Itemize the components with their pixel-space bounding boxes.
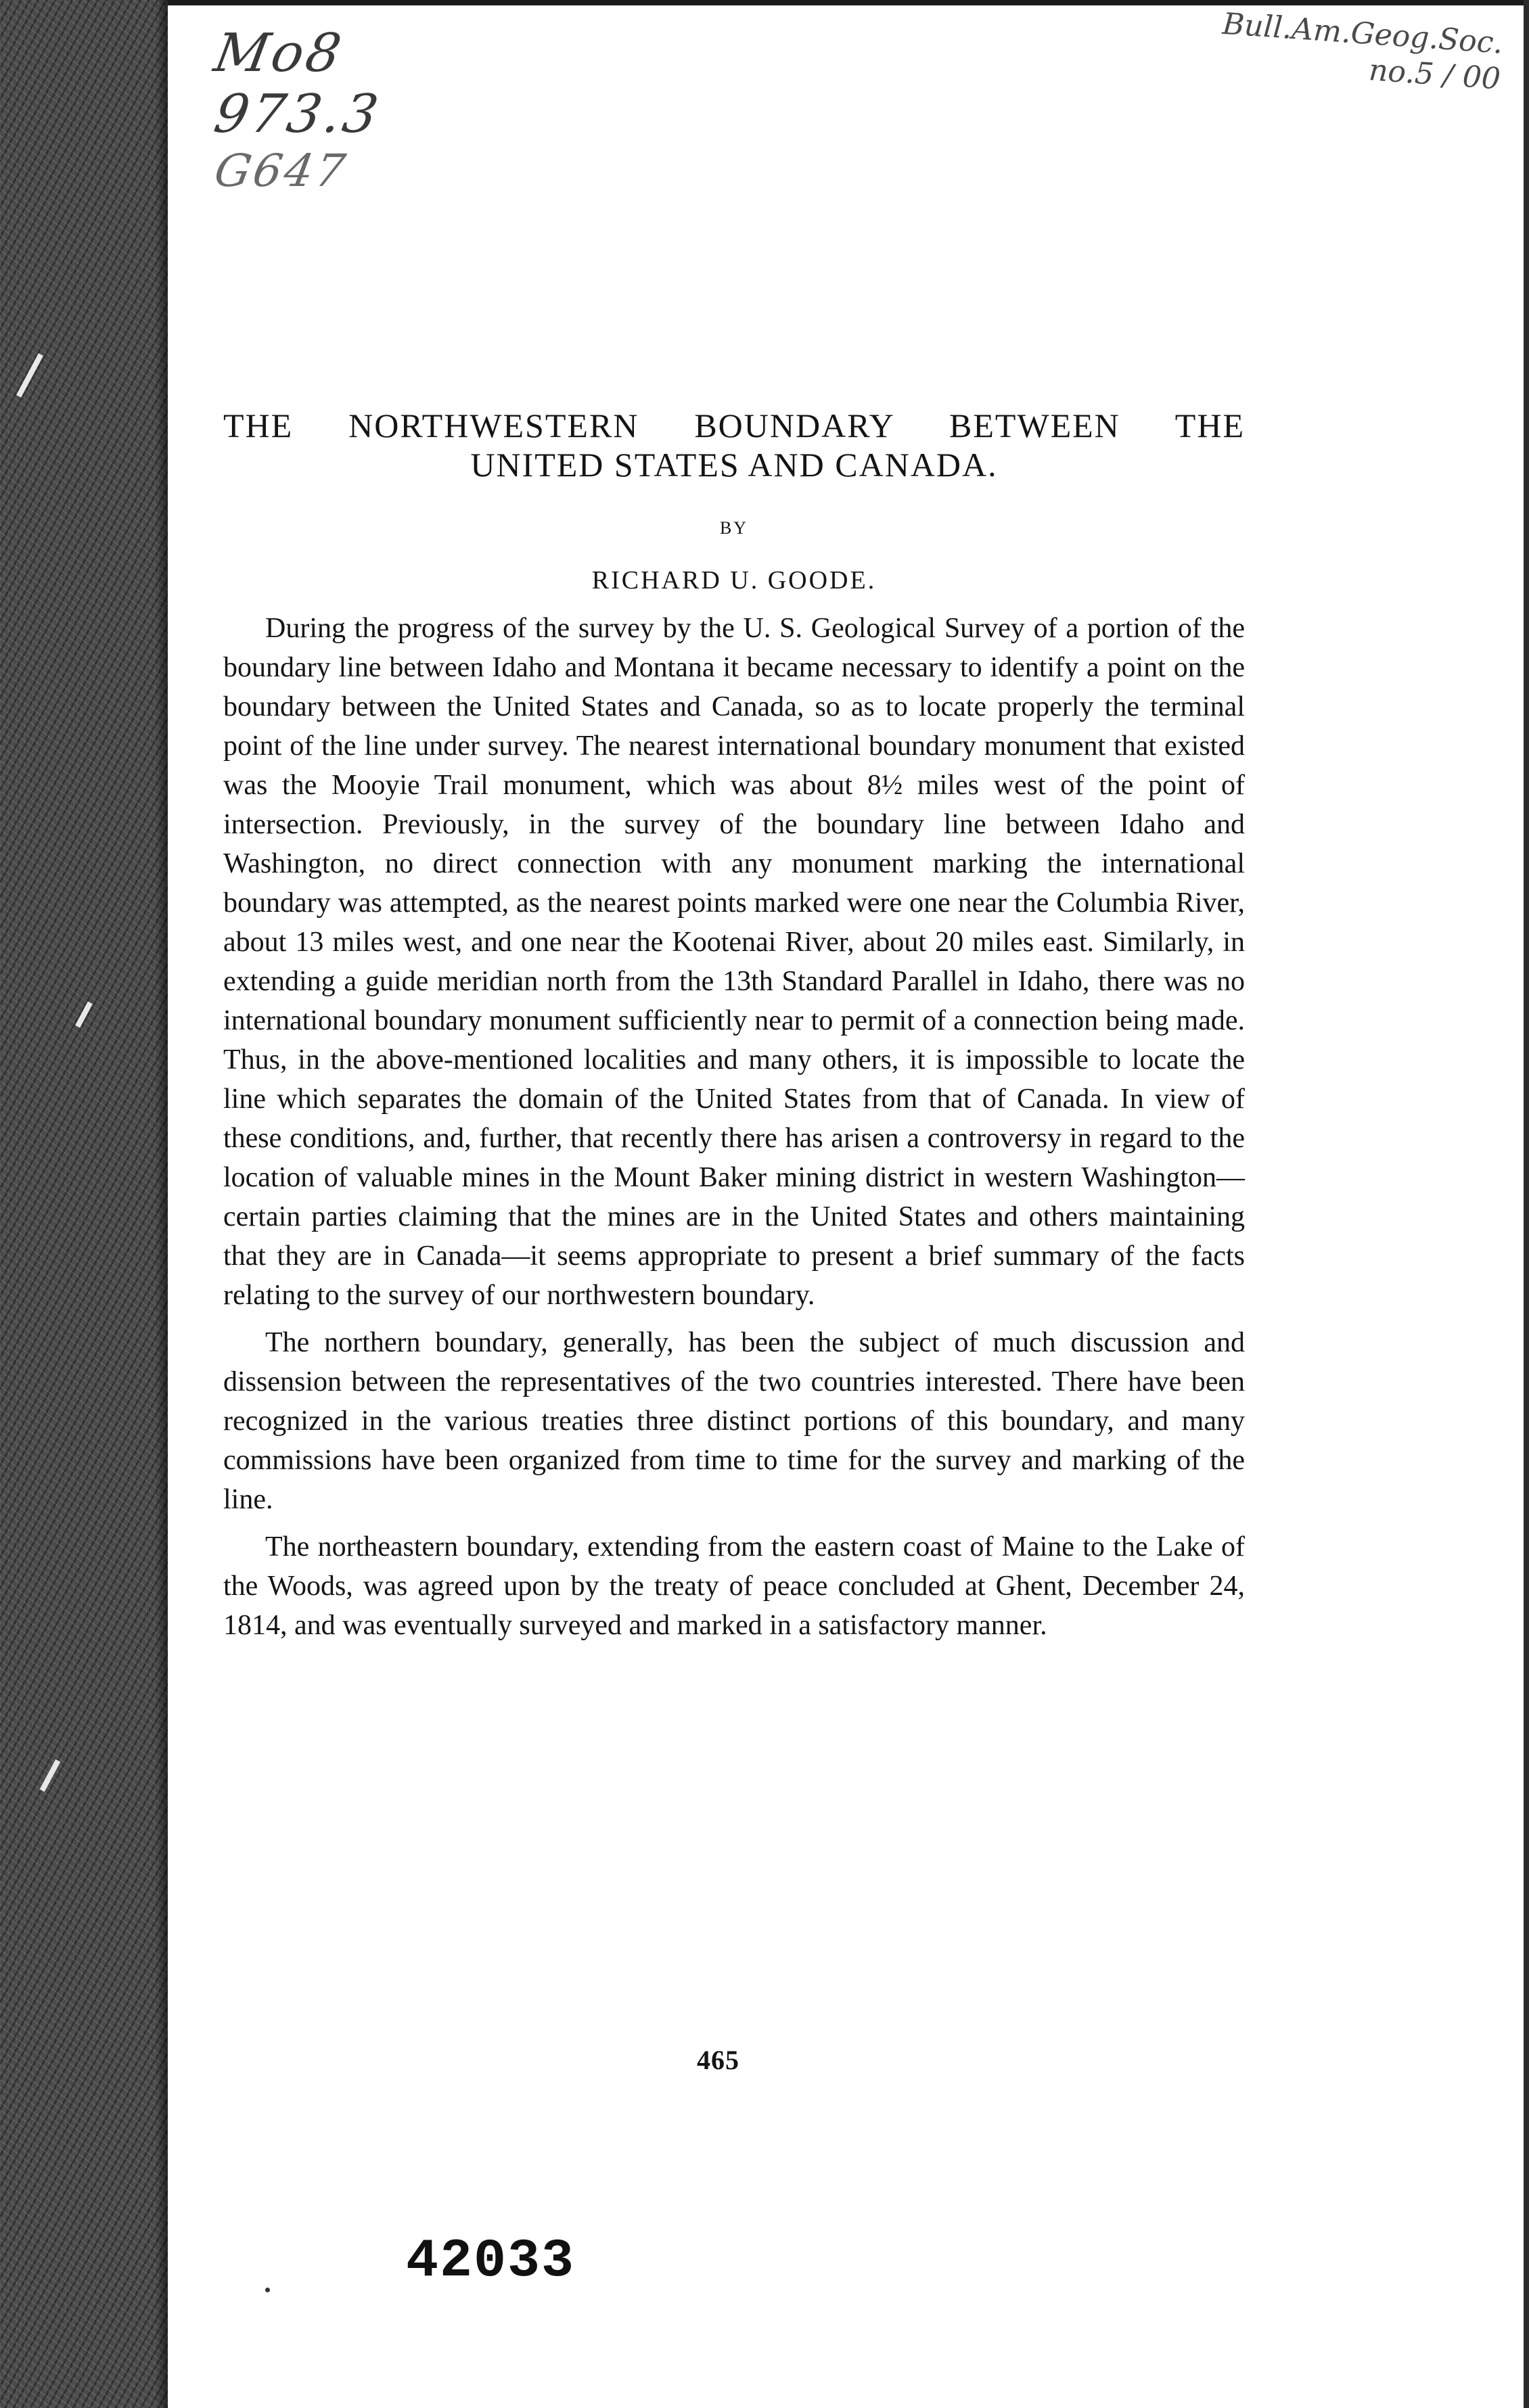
handwritten-citation-note <box>1216 6 1504 97</box>
page-number: 465 <box>697 2045 739 2075</box>
author-name: RICHARD U. GOODE. <box>591 566 877 595</box>
accession-stamp: 42033 <box>406 2231 576 2292</box>
body-paragraph: The northern boundary, generally, has been the subject of much discussion and dissension between the representatives of the two countries interested. There have been recognized in the various treaties three distinct portions of this boundary, and many commissions have been organized from time to time for the survey and marking of the line. <box>223 1327 1245 1515</box>
body-paragraph: The northeastern boundary, extending from the eastern coast of Maine to the Lake of the Woods, was agreed upon by the treaty of peace concluded at Ghent, December 24, 1814, and was eventually surveyed and marked in a satisfactory manner. <box>223 1531 1245 1641</box>
call-number-line: Mo8 <box>210 23 348 84</box>
body-paragraph: During the progress of the survey by the U. S. Geological Survey of a portion of the boundary line between Idaho and Montana it became necessary to identify a point on the boundary between the United States and Canada, so as to locate properly the terminal point of the line under survey. The nearest international boundary monument that existed was the Mooyie Trail monument, which was about 8½ miles west of the point of intersection. Previously, in the survey of the boundary line between Idaho and Washington, no direct connection with any monument marking the international boundary was attempted, as the nearest points marked were one near the Columbia River, about 13 miles west, and one near the Kootenai River, about 20 miles east. Similarly, in extending a guide meridian north from the 13th Standard Parallel in Idaho, there was no international boundary monument sufficiently near to permit of a connection being made. Thus, in the above-mentioned localities and many others, it is impossible to locate the line which separates the domain of the United States from that of Canada. In view of these conditions, and, further, that recently there has arisen a controversy in regard to the location of valuable mines in the Mount Baker mining district in western Washington—certain parties claiming that the mines are in the United States and others maintaining that they are in Canada—it seems appropriate to present a brief summary of the facts relating to the survey of our northwestern boundary. <box>223 613 1245 1311</box>
article-title <box>223 406 1245 484</box>
binding-strip <box>0 0 168 2408</box>
binding-shadow <box>156 0 168 2408</box>
article <box>223 406 1245 1653</box>
article-body <box>223 609 1245 1645</box>
binding-scratch <box>40 1759 61 1792</box>
call-number-line: G647 <box>210 145 352 197</box>
byline-prefix: BY <box>719 518 749 538</box>
scan-speck <box>265 2288 270 2292</box>
page-right-edge <box>1524 0 1529 2408</box>
title-line: THE NORTHWESTERN BOUNDARY BETWEEN THE <box>223 407 1245 444</box>
citation-note-line: Bull.Am.Geog.Soc. <box>1221 6 1505 61</box>
page-top-edge <box>168 0 1529 5</box>
binding-scratch <box>16 353 43 398</box>
handwritten-call-number <box>210 23 391 202</box>
call-number-line: 973.3 <box>210 84 386 145</box>
binding-scratch <box>75 1001 93 1027</box>
title-line: UNITED STATES AND CANADA. <box>470 446 998 484</box>
citation-note-line: no.5 / 00 <box>1367 52 1502 97</box>
